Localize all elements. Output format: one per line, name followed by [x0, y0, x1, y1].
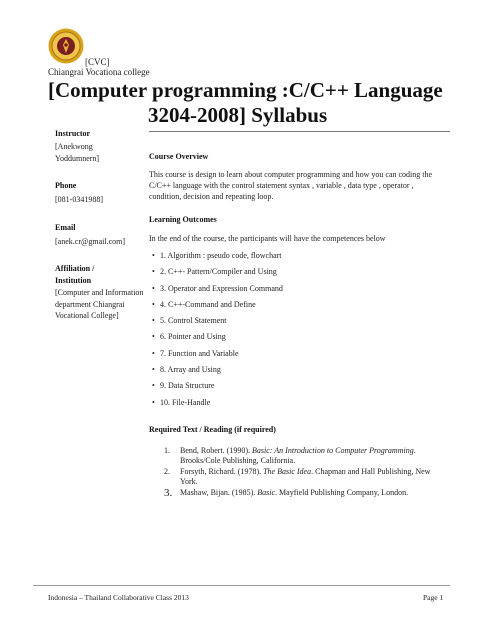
list-item: • 2. C++- Pattern/Compiler and Using — [149, 266, 449, 282]
title-line-2: 3204-2008] Syllabus — [148, 103, 328, 127]
title-divider — [149, 131, 450, 132]
course-overview-text: This course is design to learn about computer programming and how you can coding the C/C++ language with the control statement syntax , variable , data type , operator , condition, decision and repeating loop. — [149, 170, 433, 201]
page-number: Page 1 — [423, 593, 444, 602]
org-name: Chiangrai Vocationa college — [48, 67, 150, 77]
list-item: • 4. C++-Command and Define — [149, 299, 449, 315]
reading-title: Basic — [257, 488, 276, 497]
learning-outcomes-list — [149, 250, 449, 413]
list-item: • 10. File-Handle — [149, 397, 449, 413]
readings-heading: Required Text / Reading (if required) — [149, 425, 276, 434]
list-item: • 5. Control Statement — [149, 315, 449, 331]
reading-author: Forsyth, Richard. (1978). — [180, 467, 264, 476]
phone-label: Phone — [55, 181, 77, 190]
reading-publisher: . Mayfield Publishing Company, London. — [275, 488, 409, 497]
footer-divider — [33, 585, 450, 586]
college-logo — [48, 28, 84, 64]
org-code: [CVC] — [85, 57, 110, 67]
title-line-1: [Computer programming :C/C++ Language — [48, 78, 443, 102]
list-item: • 6. Pointer and Using — [149, 331, 449, 347]
reading-number: 1. — [164, 446, 170, 455]
course-overview-heading: Course Overview — [149, 152, 209, 161]
affiliation-label: Affiliation / Institution — [55, 264, 95, 285]
reading-author: Bend, Robert. (1990). — [180, 446, 252, 455]
reading-number: 3. — [164, 487, 173, 499]
instructor-label: Instructor — [55, 129, 91, 138]
reading-publisher: . Chapman and Hall Publishing, New York. — [180, 467, 431, 486]
list-item: • 8. Array and Using — [149, 364, 449, 380]
list-item — [164, 488, 444, 498]
reading-title: The Basic Idea — [263, 467, 312, 476]
email-label: Email — [55, 223, 76, 232]
readings-list — [164, 446, 444, 500]
reading-number: 2. — [164, 467, 170, 476]
reading-publisher: . Brooks/Cole Publishing, California. — [180, 446, 416, 465]
footer-text: Indonesia – Thailand Collaborative Class 2013 — [48, 593, 189, 602]
list-item — [164, 446, 444, 465]
list-item: • 7. Function and Variable — [149, 348, 449, 364]
learning-outcomes-intro: In the end of the course, the participants will have the competences below — [149, 234, 386, 243]
reading-title: Basic: An Introduction to Computer Programming — [252, 446, 414, 455]
list-item: • 3. Operator and Expression Command — [149, 283, 449, 299]
list-item: • 9. Data Structure — [149, 380, 449, 396]
reading-author: Mashaw, Bijan. (1985). — [180, 488, 258, 497]
instructor-value: [Anekwong Yoddumnern] — [55, 142, 100, 163]
learning-outcomes-heading: Learning Outcomes — [149, 215, 217, 224]
email-value[interactable]: [anek.cr@gmail.com] — [55, 237, 126, 246]
list-item: • 1. Algorithm : pseudo code, flowchart — [149, 250, 449, 266]
affiliation-value: [Computer and Information department Chiangrai Vocational College] — [55, 288, 144, 320]
page-title — [48, 78, 448, 128]
phone-value: [081-0341988] — [55, 195, 103, 204]
list-item — [164, 467, 444, 486]
